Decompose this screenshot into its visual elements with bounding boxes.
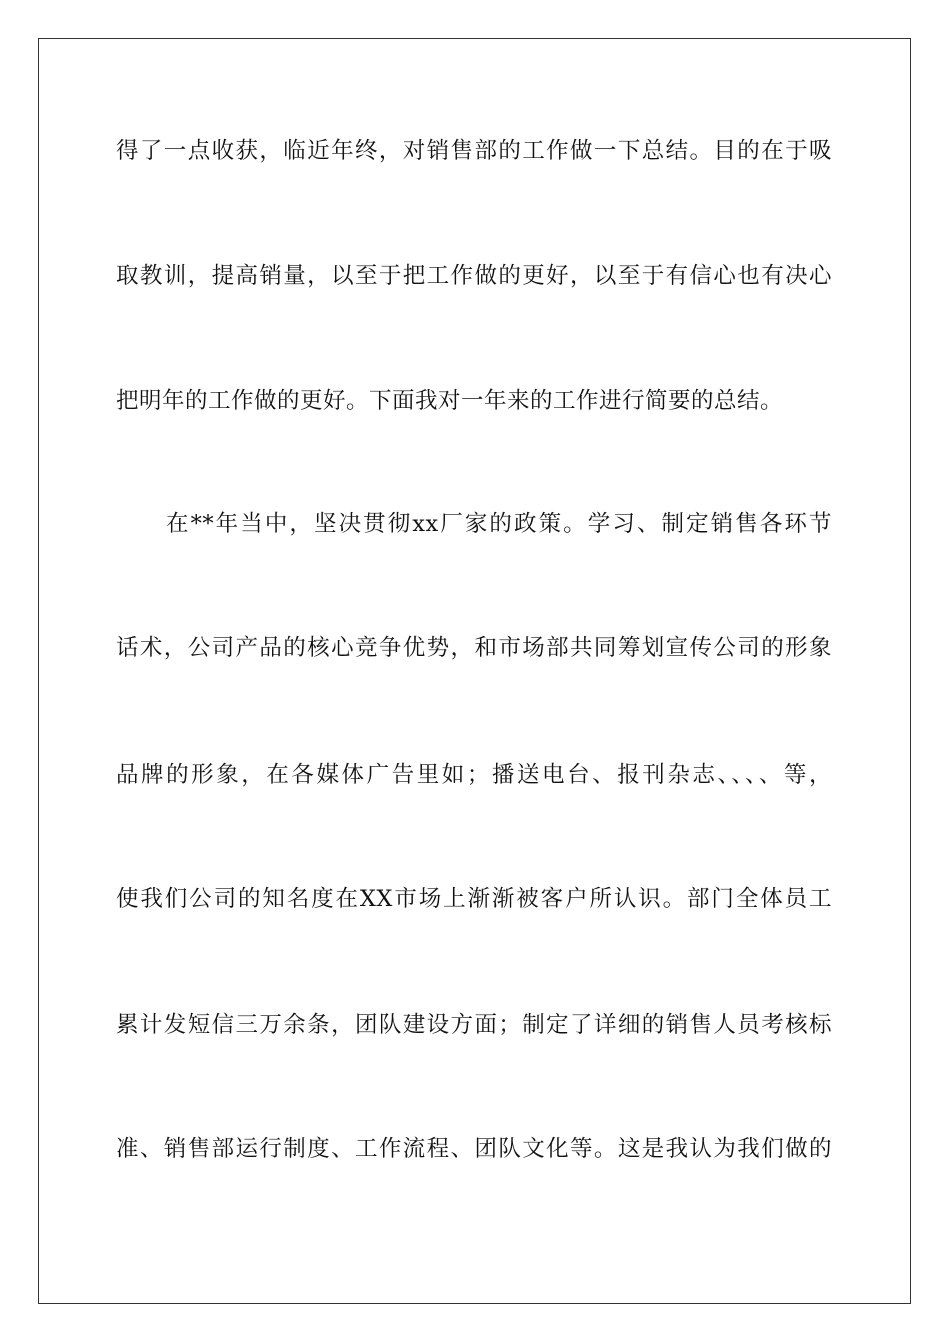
text-line-7: 使我们公司的知名度在XX市场上渐渐被客户所认识。部门全体员工 (116, 886, 832, 912)
text-line-8: 累计发短信三万余条，团队建设方面；制定了详细的销售人员考核标 (116, 1012, 832, 1038)
text-line-3: 把明年的工作做的更好。下面我对一年来的工作进行简要的总结。 (116, 388, 784, 414)
page-border (38, 38, 911, 1304)
text-line-1: 得了一点收获，临近年终，对销售部的工作做一下总结。目的在于吸 (116, 138, 832, 164)
text-line-5: 话术，公司产品的核心竞争优势，和市场部共同筹划宣传公司的形象 (116, 635, 832, 661)
text-line-6: 品牌的形象，在各媒体广告里如；播送电台、报刊杂志、、、、等， (116, 762, 832, 788)
text-line-2: 取教训，提高销量，以至于把工作做的更好，以至于有信心也有决心 (116, 263, 832, 289)
text-line-4: 在**年当中，坚决贯彻xx厂家的政策。学习、制定销售各环节 (166, 511, 832, 537)
text-line-9: 准、销售部运行制度、工作流程、团队文化等。这是我认为我们做的 (116, 1136, 832, 1162)
